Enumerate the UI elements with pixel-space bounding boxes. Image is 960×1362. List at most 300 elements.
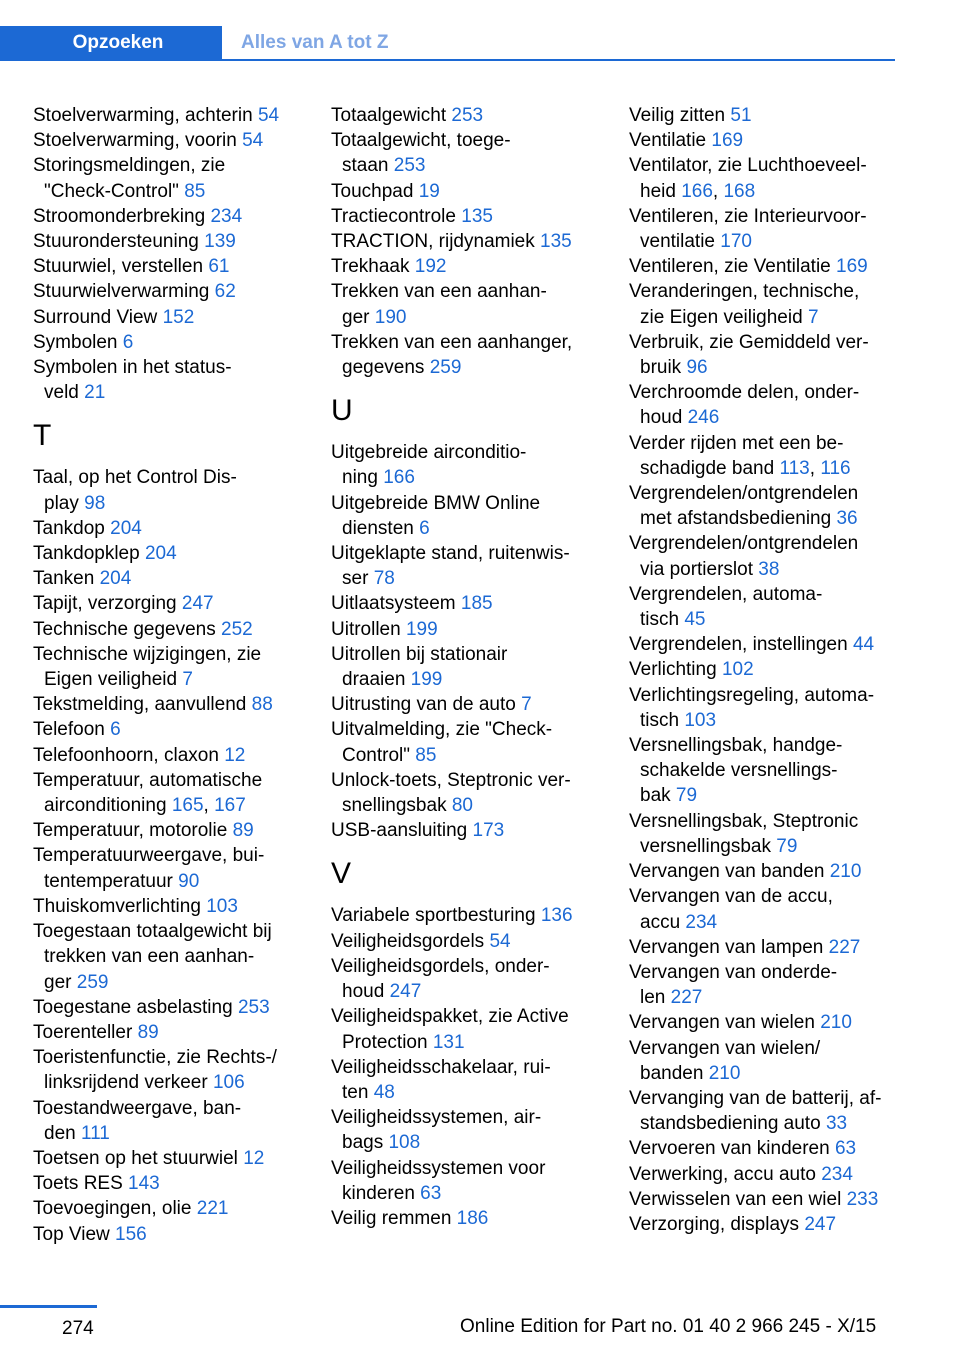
index-entry [629, 1086, 904, 1136]
index-entry [629, 859, 904, 884]
index-entry [331, 1004, 606, 1054]
index-entry-text: met afstandsbediening [640, 508, 832, 530]
index-entry-text: Stuurwielverwarming [33, 281, 210, 303]
index-entry [33, 204, 308, 229]
index-entry-text: Verlichtingsregeling, automa- [629, 684, 875, 706]
header-divider [0, 59, 895, 61]
page-reference-link[interactable]: 186 [456, 1207, 489, 1229]
index-entry-text: Technische wijzigingen, zie [33, 643, 262, 665]
index-entry [331, 591, 606, 616]
index-entry [629, 128, 904, 153]
index-entry-text: play [44, 492, 79, 514]
index-entry-text: ventilatie [640, 231, 715, 253]
index-entry-text: Verchroomde delen, onder- [629, 382, 860, 404]
index-entry-text: Telefoonhoorn, claxon [33, 744, 219, 766]
index-entry-text: Verder rijden met een be- [629, 432, 844, 454]
index-entry-text: ser [342, 568, 369, 590]
index-entry [33, 743, 308, 768]
index-entry [33, 465, 308, 515]
index-entry-text: staan [342, 155, 389, 177]
index-entry-text: Vervangen van onderde- [629, 961, 838, 983]
index-entry [331, 1055, 606, 1105]
page-reference-link[interactable]: 131 [432, 1031, 465, 1053]
page-reference-link[interactable]: 89 [232, 820, 254, 842]
page-reference-link[interactable]: 247 [389, 981, 422, 1003]
index-entry-text: Trekken van een aanhan- [331, 281, 547, 303]
index-entry [33, 1146, 308, 1171]
index-entry-text: ger [342, 306, 370, 328]
index-entry-text: Veilig remmen [331, 1207, 452, 1229]
page-reference-link[interactable]: 135 [461, 205, 493, 227]
page-reference-link[interactable]: 259 [76, 971, 109, 993]
page-reference-link[interactable]: 246 [687, 407, 720, 429]
index-entry-text: Versnellingsbak, handge- [629, 735, 843, 757]
index-entry-text: banden [640, 1062, 704, 1084]
page-reference-link[interactable]: 103 [206, 895, 238, 917]
index-entry [331, 929, 606, 954]
index-entry [33, 995, 308, 1020]
index-entry [33, 355, 308, 405]
index-entry-text: Toets RES [33, 1173, 123, 1195]
page-reference-link[interactable]: 210 [708, 1062, 741, 1084]
index-entry-text: Stoelverwarming, achterin [33, 105, 253, 126]
index-entry-text: airconditioning [44, 795, 167, 817]
index-entry-text: Stroomonderbreking [33, 205, 206, 227]
page-reference-link[interactable]: 166 [383, 467, 415, 489]
index-entry [331, 1206, 606, 1231]
index-entry-text: Vervoeren van kinderen [629, 1138, 830, 1160]
index-entry [629, 103, 904, 128]
page-reference-link[interactable]: 113 [779, 457, 810, 479]
page-reference-link[interactable]: 45 [684, 609, 706, 631]
index-entry-text: ning [342, 467, 378, 489]
index-column-1 [33, 103, 308, 1247]
index-entry [331, 440, 606, 490]
tab-alles-label: Alles van A tot Z [241, 32, 389, 53]
index-entry-text: Veiligheidsgordels [331, 930, 485, 952]
index-entry [629, 657, 904, 682]
index-entry-text: Toerenteller [33, 1021, 133, 1043]
index-entry-text: Ventileren, zie Ventilatie [629, 256, 831, 278]
page-reference-link[interactable]: 21 [84, 382, 106, 404]
index-entry [33, 541, 308, 566]
page-reference-link[interactable]: 253 [393, 155, 426, 177]
page-reference-link[interactable]: 170 [720, 231, 752, 253]
page-reference-link[interactable]: 116 [820, 457, 851, 479]
index-entry-text: Surround View [33, 306, 158, 328]
page-number: 274 [62, 1318, 94, 1339]
index-entry [629, 481, 904, 531]
index-entry [331, 103, 606, 128]
index-entry-text: Symbolen [33, 331, 118, 353]
index-entry [629, 935, 904, 960]
index-entry [331, 954, 606, 1004]
page-reference-link[interactable]: 247 [804, 1213, 837, 1235]
index-entry-text: Verzorging, displays [629, 1213, 800, 1235]
page-reference-link[interactable]: 192 [414, 256, 447, 278]
index-entry [629, 380, 904, 430]
index-entry-text: Veiligheidsschakelaar, rui- [331, 1056, 551, 1078]
index-entry-text: snellingsbak [342, 795, 447, 817]
index-entry-text: houd [342, 981, 385, 1003]
index-entry-text: Veiligheidspakket, zie Active [331, 1006, 569, 1028]
page-reference-link[interactable]: 88 [251, 694, 273, 716]
section-letter-heading: U [331, 394, 353, 428]
index-entry [331, 541, 606, 591]
page-reference-link[interactable]: 169 [836, 256, 868, 278]
index-entry [331, 179, 606, 204]
page-reference-link[interactable]: 7 [807, 306, 819, 328]
page-reference-link[interactable]: 156 [115, 1223, 147, 1245]
page-reference-link[interactable]: 38 [758, 558, 780, 580]
page-reference-link[interactable]: 139 [204, 231, 236, 253]
index-entry [331, 1105, 606, 1155]
index-entry [629, 1187, 904, 1212]
page-reference-link[interactable]: 103 [684, 709, 717, 731]
index-entry-text: Verwisselen van een wiel [629, 1188, 842, 1210]
index-entry-text: kinderen [342, 1182, 415, 1204]
index-entry-text: Veiligheidssystemen voor [331, 1157, 546, 1179]
page-reference-link[interactable]: 168 [723, 180, 756, 202]
index-entry [331, 330, 606, 380]
index-entry [331, 491, 606, 541]
index-entry-text: Uitrollen bij stationair [331, 643, 508, 665]
page-reference-link[interactable]: 54 [489, 930, 511, 952]
index-entry-text: Toegestane asbelasting [33, 996, 233, 1018]
page-reference-link[interactable]: 102 [721, 659, 754, 681]
page-reference-link[interactable]: 106 [212, 1072, 245, 1094]
index-entry-text: Variabele sportbesturing [331, 905, 536, 927]
page-reference-link[interactable]: 80 [451, 795, 473, 817]
page-reference-link[interactable]: 135 [540, 231, 572, 253]
index-entry-text: diensten [342, 517, 414, 539]
footer-edition: Online Edition for Part no. 01 40 2 966 245 - X/15 [460, 1316, 877, 1337]
index-entry-text: Vervanging van de batterij, af- [629, 1087, 882, 1109]
index-column-3 [629, 103, 904, 1237]
index-entry-text: Stuurondersteuning [33, 231, 199, 253]
page-reference-link[interactable]: 6 [419, 517, 430, 539]
index-entry-text: Vergrendelen, automa- [629, 583, 823, 605]
index-entry [629, 884, 904, 934]
page-reference-link[interactable]: 233 [846, 1188, 879, 1210]
index-entry-text: Verwerking, accu auto [629, 1163, 816, 1185]
index-entry-text: ten [342, 1081, 369, 1103]
page-reference-link[interactable]: 166 [681, 180, 713, 202]
index-column-2 [331, 103, 606, 1231]
index-entry-text: standsbediening auto [640, 1113, 821, 1135]
index-entry-text: Tekstmelding, aanvullend [33, 694, 247, 716]
index-entry-text: Temperatuurweergave, bui- [33, 845, 265, 867]
index-entry-text: Eigen veiligheid [44, 669, 178, 691]
index-entry-text: bags [342, 1132, 384, 1154]
page-reference-link[interactable]: 51 [730, 105, 752, 126]
page-reference-link[interactable]: 85 [415, 744, 437, 766]
page-reference-link[interactable]: 111 [80, 1122, 110, 1144]
page-reference-link[interactable]: 204 [110, 517, 142, 539]
index-entry-text: Temperatuur, motorolie [33, 820, 228, 842]
page-reference-link[interactable]: 12 [243, 1147, 265, 1169]
index-entry-text: Verlichting [629, 659, 717, 681]
index-entry [629, 1136, 904, 1161]
page-reference-link[interactable]: 165 [171, 795, 204, 817]
tab-opzoeken[interactable] [0, 26, 222, 60]
index-entry-text: Toevoegingen, olie [33, 1198, 192, 1220]
page-reference-link[interactable]: 19 [418, 180, 440, 202]
page-reference-link[interactable]: 247 [181, 593, 214, 615]
index-entry-text: Vervangen van de accu, [629, 886, 833, 908]
index-entry [33, 642, 308, 692]
index-entry-text: Trekhaak [331, 256, 410, 278]
page-reference-link[interactable]: 6 [122, 331, 134, 353]
index-entry [331, 692, 606, 717]
index-entry [629, 330, 904, 380]
index-entry: Temperatuur, automatische airconditioning 165, 167 [33, 769, 263, 817]
index-entry-text: den [44, 1122, 76, 1144]
index-entry-text: accu [640, 911, 681, 933]
page-reference-link[interactable]: 6 [110, 719, 121, 741]
index-entry: Ventilator, zie Luchthoeveel- heid 166, 168 [629, 155, 867, 202]
page-reference-link[interactable]: 227 [670, 987, 703, 1009]
index-entry-text: Uitrusting van de auto [331, 694, 516, 716]
index-entry-text: Uitgeklapte stand, ruitenwis- [331, 543, 570, 565]
page-reference-link[interactable]: 169 [711, 130, 744, 152]
index-entry [331, 229, 606, 254]
index-entry-text: Unlock-toets, Steptronic ver- [331, 769, 571, 791]
index-entry-text: Toetsen op het stuurwiel [33, 1147, 238, 1169]
page-reference-link[interactable]: 96 [686, 357, 708, 379]
index-entry [33, 103, 308, 128]
index-entry [33, 1222, 308, 1247]
page-reference-link[interactable]: 210 [820, 1012, 852, 1034]
index-entry [629, 1162, 904, 1187]
index-entry [33, 894, 308, 919]
index-entry-text: Stoelverwarming, voorin [33, 130, 237, 152]
index-entry [33, 591, 308, 616]
page-reference-link[interactable]: 253 [451, 105, 484, 126]
page-reference-link[interactable]: 253 [237, 996, 270, 1018]
index-entry-text: Vervangen van banden [629, 861, 825, 883]
index-entry-text: len [640, 987, 666, 1009]
page-reference-link[interactable]: 54 [242, 130, 264, 152]
index-entry-text: Verbruik, zie Gemiddeld ver- [629, 331, 869, 353]
index-entry-text: tisch [640, 609, 680, 631]
index-entry [33, 1196, 308, 1221]
index-entry [33, 516, 308, 541]
index-entry-text: Protection [342, 1031, 428, 1053]
index-entry-text: tentemperatuur [44, 870, 173, 892]
index-entry-text: TRACTION, rijdynamiek [331, 231, 535, 253]
index-entry [331, 617, 606, 642]
index-entry [33, 617, 308, 642]
index-entry-text: Uitgebreide airconditio- [331, 442, 527, 464]
index-entry-text: Trekken van een aanhanger, [331, 331, 573, 353]
page-reference-link[interactable]: 210 [829, 861, 862, 883]
index-entry-text: Technische gegevens [33, 618, 216, 640]
index-entry-text: Veiligheidssystemen, air- [331, 1107, 542, 1129]
index-entry-text: Vervangen van wielen [629, 1012, 815, 1034]
page-reference-link[interactable]: 44 [852, 634, 875, 656]
index-entry-text: Tankdopklep [33, 543, 140, 565]
index-entry-text: Uitlaatsysteem [331, 593, 456, 615]
index-entry [629, 1212, 904, 1237]
index-entry-text: Tanken [33, 568, 95, 590]
index-entry [629, 204, 904, 254]
page-reference-link[interactable]: 33 [825, 1113, 848, 1135]
index-entry-text: Storingsmeldingen, zie [33, 155, 226, 177]
index-entry-text: Totaalgewicht [331, 105, 447, 126]
page-reference-link[interactable]: 204 [144, 543, 177, 565]
index-entry-text: trekken van een aanhan- [44, 946, 255, 968]
index-entry-text: schadigde band [640, 457, 775, 479]
index-entry-text: Vergrendelen/ontgrendelen [629, 533, 859, 555]
index-entry-text: Uitgebreide BMW Online [331, 492, 541, 514]
index-entry-text: "Check-Control" [44, 180, 179, 202]
page-reference-link[interactable]: 54 [257, 105, 280, 126]
index-entry [629, 733, 904, 809]
page-reference-link[interactable]: 252 [221, 618, 253, 640]
page-reference-link[interactable]: 234 [685, 911, 718, 933]
page-reference-link[interactable]: 90 [178, 870, 200, 892]
index-entry [629, 1010, 904, 1035]
index-entry-text: Totaalgewicht, toege- [331, 130, 511, 152]
index-entry [629, 1036, 904, 1086]
index-entry [33, 330, 308, 355]
index-entry-text: Veilig zitten [629, 105, 726, 126]
section-letter-heading: T [33, 419, 52, 453]
index-entry [33, 843, 308, 893]
index-entry-text: Tractiecontrole [331, 205, 456, 227]
page-reference-link[interactable]: 36 [836, 508, 858, 530]
page-reference-link[interactable]: 167 [214, 795, 246, 817]
index-entry [33, 818, 308, 843]
page-reference-link[interactable]: 152 [162, 306, 195, 328]
page-reference-link[interactable]: 85 [184, 180, 206, 202]
index-entry-text: tisch [640, 709, 680, 731]
index-entry [33, 1171, 308, 1196]
page-reference-link[interactable]: 108 [388, 1132, 421, 1154]
page-reference-link[interactable]: 63 [834, 1138, 857, 1160]
index-entry [629, 531, 904, 581]
page-reference-link[interactable]: 234 [821, 1163, 853, 1185]
index-entry [629, 809, 904, 859]
index-entry-text: Ventilator, zie Luchthoeveel- [629, 155, 867, 177]
page-reference-link[interactable]: 190 [374, 306, 407, 328]
page-reference-link[interactable]: 7 [182, 669, 193, 691]
page-reference-link[interactable]: 173 [472, 820, 505, 842]
index-entry [33, 717, 308, 742]
page-reference-link[interactable]: 199 [410, 669, 443, 691]
index-entry-text: linksrijdend verkeer [44, 1072, 208, 1094]
page-reference-link[interactable]: 234 [210, 205, 243, 227]
index-entry-text: Toegestaan totaalgewicht bij [33, 921, 272, 943]
index-entry-text: Versnellingsbak, Steptronic [629, 810, 859, 832]
index-entry-text: Vervangen van wielen/ [629, 1037, 821, 1059]
index-entry [33, 1045, 308, 1095]
index-entry [331, 768, 606, 818]
index-entry [629, 683, 904, 733]
index-entry [629, 582, 904, 632]
index-entry-text: Ventileren, zie Interieurvoor- [629, 205, 867, 227]
index-entry-text: Temperatuur, automatische [33, 769, 263, 791]
index-entry-text: Symbolen in het status- [33, 357, 232, 379]
index-entry-text: via portierslot [640, 558, 753, 580]
index-entry [331, 1156, 606, 1206]
index-entry-text: versnellingsbak [640, 835, 771, 857]
index-entry-text: Top View [33, 1223, 110, 1245]
index-entry [33, 919, 308, 995]
page-reference-link[interactable]: 61 [208, 256, 230, 278]
index-entry-text: heid [640, 180, 676, 202]
index-entry-text: gegevens [342, 357, 425, 379]
page-reference-link[interactable]: 79 [776, 835, 798, 857]
index-entry [33, 566, 308, 591]
page-reference-link[interactable]: 204 [99, 568, 132, 590]
index-entry-text: Toestandweergave, ban- [33, 1097, 242, 1119]
page-reference-link[interactable]: 143 [128, 1173, 160, 1195]
index-entry [331, 204, 606, 229]
tab-opzoeken-label: Opzoeken [72, 32, 164, 53]
page-reference-link[interactable]: 79 [675, 785, 698, 807]
index-entry [331, 642, 606, 692]
page-reference-link[interactable]: 89 [137, 1021, 159, 1043]
index-entry [33, 153, 308, 203]
index-entry-text: bruik [640, 357, 682, 379]
tab-alles-van-a-tot-z[interactable] [241, 26, 388, 60]
index-entry: Verder rijden met een be- schadigde band 113, 116 [629, 432, 851, 479]
index-entry-text: Control" [342, 744, 410, 766]
page-reference-link[interactable]: 199 [405, 618, 438, 640]
index-entry-text: draaien [342, 669, 406, 691]
index-entry [33, 128, 308, 153]
index-entry-text: Vergrendelen/ontgrendelen [629, 483, 859, 505]
page-reference-link[interactable]: 12 [224, 744, 246, 766]
index-entry [33, 1096, 308, 1146]
index-entry [629, 254, 904, 279]
index-entry-text: USB-aansluiting [331, 820, 468, 842]
index-entry-text: Toeristenfunctie, zie Rechts-/ [33, 1047, 277, 1069]
page-reference-link[interactable]: 7 [521, 694, 532, 716]
index-entry [331, 128, 606, 178]
index-entry-text: Uitvalmelding, zie "Check- [331, 719, 553, 741]
index-entry-text: Telefoon [33, 719, 105, 741]
index-entry-text: Vervangen van lampen [629, 936, 824, 958]
page-reference-link[interactable]: 48 [373, 1081, 395, 1103]
page-reference-link[interactable]: 98 [84, 492, 106, 514]
index-entry-text: veld [44, 382, 79, 404]
page-reference-link[interactable]: 221 [196, 1198, 229, 1220]
page-reference-link[interactable]: 78 [373, 568, 395, 590]
index-entry [331, 903, 606, 928]
index-entry-text: bak [640, 785, 671, 807]
page-reference-link[interactable]: 185 [460, 593, 493, 615]
index-entry [331, 717, 606, 767]
index-entry [629, 632, 904, 657]
page-reference-link[interactable]: 136 [540, 905, 573, 927]
index-entry-text: ger [44, 971, 72, 993]
index-entry [33, 279, 308, 304]
page-reference-link[interactable]: 227 [828, 936, 861, 958]
index-entry [629, 960, 904, 1010]
index-entry [331, 279, 606, 329]
page-reference-link[interactable]: 63 [420, 1182, 442, 1204]
index-entry-text: Tankdop [33, 517, 105, 539]
index-entry [33, 254, 308, 279]
page-reference-link[interactable]: 62 [214, 281, 236, 303]
page-reference-link[interactable]: 259 [429, 357, 462, 379]
index-entry [33, 305, 308, 330]
index-entry [33, 1020, 308, 1045]
index-entry-text: Touchpad [331, 180, 414, 202]
